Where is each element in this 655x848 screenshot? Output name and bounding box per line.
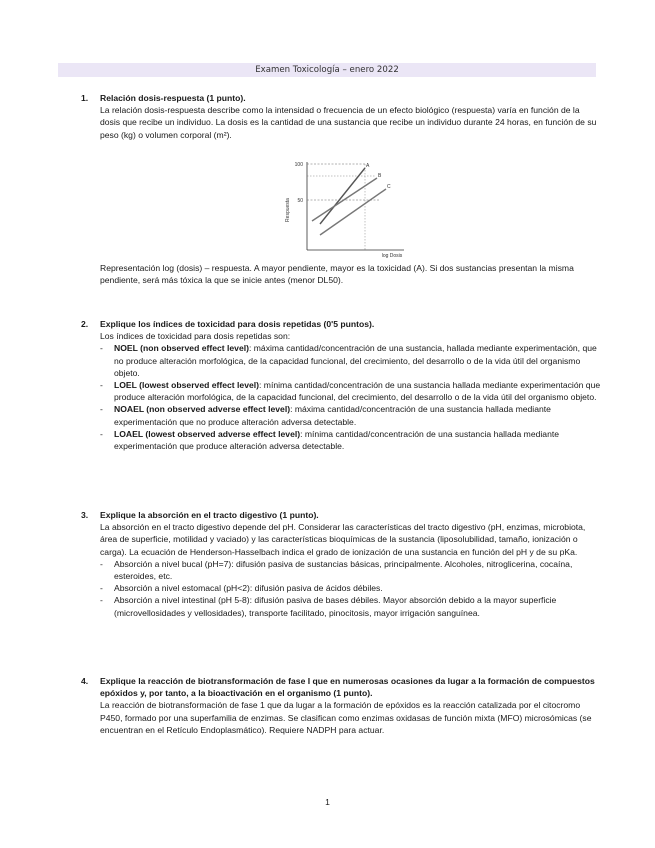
- y-axis-label: Respuesta: [285, 198, 291, 222]
- section-2: [81, 318, 601, 452]
- list-item: [100, 428, 601, 452]
- section-number: 3.: [81, 510, 89, 520]
- x-axis-label: log Dosis: [381, 253, 403, 259]
- paragraph: Representación log (dosis) – respuesta. A mayor pendiente, mayor es la toxicidad (A). Si dos sustancias presentan la misma pendiente, será más tóxica la que se inicie antes (menor DL50).: [100, 263, 574, 286]
- term: NOAEL (non observed adverse effect level): [114, 404, 291, 415]
- tick-100: 100: [294, 162, 303, 168]
- section-number: 2.: [81, 319, 89, 329]
- page-header: Examen Toxicología – enero 2022: [58, 63, 596, 77]
- tick-50: 50: [297, 198, 303, 204]
- page-number: 1: [325, 797, 330, 807]
- paragraph: Los índices de toxicidad para dosis repetidas son:: [100, 331, 291, 342]
- term: LOEL (lowest observed effect level): [114, 380, 260, 391]
- paragraph: La absorción en el tracto digestivo depende del pH. Considerar las características del tracto digestivo (pH, enzimas, microbiota, área de superficie, motilidad y vaciado) y las características bioquímicas de la sustancia (liposolubilidad, tamaño, ionización o carga). La ecuación de Henderson-Hasselbach indica el grado de ionización de una sustancia en función del pH y de su pKa.: [100, 522, 586, 557]
- section-body: [100, 262, 601, 286]
- section-1-caption: [81, 262, 601, 286]
- section-body: [100, 104, 601, 141]
- section-number: 1.: [81, 93, 89, 103]
- section-1: [81, 92, 601, 141]
- list-item: - Absorción a nivel intestinal (pH 5-8): difusión pasiva de bases débiles. Mayor absorción debido a la mayor superficie (microvellosidades y vellosidades), transporte facilitado, pinocitosis, mayor irrigación sanguínea.: [100, 594, 601, 618]
- paragraph: La reacción de biotransformación de fase 1 que da lugar a la formación de epóxidos es la reacción catalizada por el citocromo P450, formado por una superfamilia de enzimas. Se clasifican como enzimas oxidasas de función mixta (MFO) microsómicas (se encuentran en el Retículo Endoplasmático). Requiere NADPH para actuar.: [100, 700, 592, 735]
- description: : mínima cantidad/concentración de una sustancia hallada mediante experimentación que produce alteración adversa detectable.: [114, 428, 560, 452]
- term: LOAEL (lowest observed adverse effect level): [114, 428, 301, 439]
- section-body: [100, 699, 601, 736]
- curve-b: [312, 178, 377, 221]
- list-item: [100, 342, 601, 379]
- curve-a: [320, 168, 365, 224]
- list-item: - Absorción a nivel bucal (pH=7): difusión pasiva de sustancias básicas, principalmente. Alcoholes, nitroglicerina, cocaína, esteroides, etc.: [100, 558, 601, 582]
- label-a: A: [366, 163, 370, 169]
- description: : mínima cantidad/concentración de una sustancia hallada mediante experimentación que produce alteración morfológica, de la capacidad funcional, del crecimiento, del desarrollo o de la vida útil del organismo objeto.: [114, 380, 601, 403]
- label-c: C: [387, 184, 391, 190]
- section-number: 4.: [81, 676, 89, 686]
- section-4: [81, 675, 601, 736]
- paragraph: La relación dosis-respuesta describe como la intensidad o frecuencia de un efecto biológico (respuesta) varía en función de la dosis que recibe un individuo. La dosis es la cantidad de una sustancia que recibe un individuo durante 24 horas, en función de su peso (kg) o volumen corporal (m²).: [100, 105, 597, 140]
- list-item: - Absorción a nivel estomacal (pH<2): difusión pasiva de ácidos débiles.: [100, 582, 601, 594]
- section-title: Explique la reacción de biotransformación de fase I que en numerosas ocasiones da lugar a la formación de compuestos epóxidos y, por tanto, a la bioactivación en el organismo (1 punto).: [100, 676, 595, 699]
- term: NOEL (non observed effect level): [114, 343, 249, 354]
- description: : máxima cantidad/concentración de una sustancia hallada mediante experimentación que no produce alteración adversa detectable.: [114, 404, 551, 427]
- section-title: Explique la absorción en el tracto digestivo (1 punto).: [100, 510, 319, 520]
- description: : máxima cantidad/concentración de una sustancia, hallada mediante experimentación, que no produce alteración morfológica, de la capacidad funcional, del crecimiento, del desarrollo o de la vida útil del organismo objeto.: [114, 343, 597, 378]
- section-title: Explique los índices de toxicidad para dosis repetidas (0'5 puntos).: [100, 319, 375, 329]
- section-body: [100, 521, 601, 619]
- section-3: [81, 509, 601, 619]
- list-item: [100, 403, 601, 427]
- section-body: [100, 330, 601, 452]
- label-b: B: [378, 173, 382, 179]
- index-list: [100, 342, 601, 452]
- absorption-list: [100, 558, 601, 619]
- list-item: [100, 379, 601, 403]
- section-title: Relación dosis-respuesta (1 punto).: [100, 93, 246, 103]
- dose-response-chart: [280, 158, 410, 262]
